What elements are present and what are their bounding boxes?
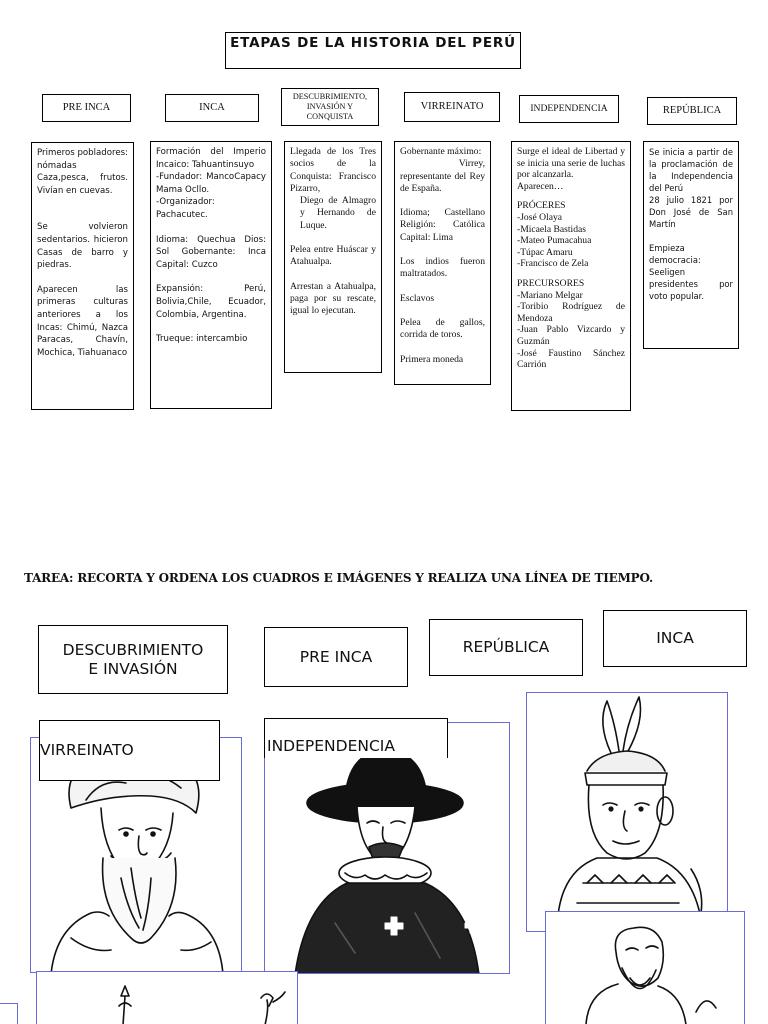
- inca-text-2: -Fundador: MancoCapacy Mama Ocllo.: [156, 172, 266, 195]
- column-independencia: [511, 141, 631, 411]
- virreinato-text-3: Los indios fueron maltratados.: [400, 256, 485, 280]
- header-pre-inca-label: PRE INCA: [62, 102, 111, 113]
- descubrimiento-text-4: Arrestan a Atahualpa, paga por su rescate, igual lo ejecutan.: [290, 280, 376, 317]
- header-republica-label: REPÚBLICA: [662, 105, 722, 116]
- pre-inca-text-3: Aparecen las primeras culturas anteriores a los Incas: Chimú, Nazca Paracas, Chavín, Mochica, Tiahuanaco: [37, 284, 128, 358]
- column-republica: [643, 141, 739, 349]
- page-title: [225, 32, 521, 69]
- precursor-item: -Juan Pablo Vizcardo y Guzmán: [517, 324, 625, 347]
- virreinato-text-5: Pelea de gallos, corrida de toros.: [400, 316, 485, 341]
- header-pre-inca: [42, 94, 131, 122]
- image-edge-fragment: [0, 1003, 18, 1024]
- image-hat-figure[interactable]: [264, 722, 510, 974]
- virreinato-text-1a: Gobernante máximo:: [400, 146, 482, 157]
- column-descubrimiento: [284, 141, 382, 373]
- inca-text-5: Expansión: Perú, Bolivia,Chile, Ecuador, Colombia, Argentina.: [156, 284, 266, 320]
- pre-inca-text-2: Se volvieron sedentarios. hicieron Casas de barro y piedras.: [37, 222, 128, 271]
- warriors-drawing-icon: [37, 972, 298, 1024]
- descubrimiento-text-1: Llegada de los Tres socios de la Conquista: Francisco Pizarro,: [290, 146, 376, 194]
- card-republica[interactable]: [429, 619, 583, 676]
- image-bottom-right-figure[interactable]: [545, 911, 745, 1024]
- header-inca: [165, 94, 259, 122]
- republica-text-2: 28 julio 1821 por Don José de San Martín: [649, 195, 733, 229]
- proceres-title: PRÓCERES: [517, 200, 566, 212]
- card-inca[interactable]: [603, 610, 747, 667]
- header-independencia: [519, 95, 619, 123]
- procer-item: -José Olaya: [517, 211, 563, 223]
- header-descubrimiento-line1: DESCUBRIMIENTO,: [292, 92, 368, 101]
- header-republica: [647, 97, 737, 125]
- card-virreinato-label: VIRREINATO: [40, 741, 134, 759]
- inca-text-4: Idioma: Quechua Dios: Sol Gobernante: Inca Capital: Cuzco: [156, 234, 266, 270]
- card-pre-inca[interactable]: [264, 627, 408, 687]
- column-pre-inca: [31, 142, 134, 410]
- virreinato-text-2: Idioma; Castellano Religión: Católica Capital: Lima: [400, 207, 485, 243]
- column-virreinato: [394, 141, 491, 385]
- task-instruction: [12, 570, 712, 586]
- card-virreinato[interactable]: [39, 720, 220, 781]
- precursores-title: PRECURSORES: [517, 277, 585, 289]
- republica-text-3: Empieza democracia: Seeligen presidentes por voto popular.: [649, 243, 733, 301]
- republica-text-1: Se inicia a partir de la proclamación de la Independencia del Perú: [649, 147, 733, 193]
- procer-item: -Micaela Bastidas: [517, 223, 586, 235]
- virreinato-text-6: Primera moneda: [400, 353, 464, 365]
- virreinato-text-1b: Virrey,: [458, 158, 485, 170]
- inca-text-6: Trueque: intercambio: [156, 334, 248, 345]
- descubrimiento-text-2: Diego de Almagro y Hernando de Luque.: [300, 195, 376, 231]
- bearded-figure-drawing-icon: [546, 912, 745, 1024]
- card-descubrimiento[interactable]: [38, 625, 228, 694]
- task-instruction-text: TAREA: RECORTA Y ORDENA LOS CUADROS E IMÁGENES Y REALIZA UNA LÍNEA DE TIEMPO.: [24, 571, 654, 585]
- header-descubrimiento-line3: CONQUISTA: [306, 112, 354, 121]
- header-descubrimiento: [281, 88, 379, 126]
- card-descubrimiento-line1: DESCUBRIMIENTO: [62, 640, 204, 659]
- inca-ruler-drawing-icon: [527, 693, 728, 932]
- hat-figure-drawing-icon: [265, 723, 510, 974]
- procer-item: -Francisco de Zela: [517, 258, 589, 270]
- procer-item: -Túpac Amaru: [517, 246, 573, 258]
- inca-text-3: -Organizador: Pachacutec.: [156, 197, 215, 220]
- pre-inca-text-1: Primeros pobladores: nómadas Caza,pesca, frutos. Vivían en cuevas.: [37, 148, 128, 196]
- column-inca: [150, 141, 272, 409]
- card-independencia[interactable]: [264, 718, 448, 758]
- precursor-item: -Toribio Rodríguez de Mendoza: [517, 301, 625, 324]
- descubrimiento-text-3: Pelea entre Huáscar y Atahualpa.: [290, 244, 376, 268]
- card-pre-inca-label: PRE INCA: [299, 647, 373, 666]
- card-republica-label: REPÚBLICA: [462, 638, 550, 656]
- independencia-text-2: Aparecen…: [517, 180, 564, 192]
- header-virreinato: [404, 92, 500, 122]
- card-inca-label: INCA: [656, 629, 694, 647]
- virreinato-text-1c: representante del Rey de España.: [400, 170, 485, 194]
- card-descubrimiento-line2: E INVASIÓN: [88, 659, 178, 678]
- header-descubrimiento-line2: INVASIÓN Y: [306, 102, 354, 111]
- header-inca-label: INCA: [199, 102, 225, 113]
- image-bottom-left-figure[interactable]: [36, 971, 298, 1024]
- header-independencia-label: INDEPENDENCIA: [530, 103, 608, 114]
- card-independencia-label: INDEPENDENCIA: [267, 737, 395, 755]
- header-virreinato-label: VIRREINATO: [420, 101, 484, 112]
- precursor-item: -José Faustino Sánchez Carrión: [517, 347, 625, 371]
- inca-text-1: Formación del Imperio Incaico: Tahuantinsuyo: [156, 147, 266, 170]
- precursor-item: -Mariano Melgar: [517, 289, 583, 301]
- procer-item: -Mateo Pumacahua: [517, 235, 592, 247]
- independencia-text-1: Surge el ideal de Libertad y se inicia una serie de luchas por alcanzarla.: [517, 146, 625, 181]
- page-title-text: ETAPAS DE LA HISTORIA DEL PERÚ: [230, 35, 516, 51]
- virreinato-text-4: Esclavos: [400, 292, 435, 304]
- image-inca-ruler[interactable]: [526, 692, 728, 932]
